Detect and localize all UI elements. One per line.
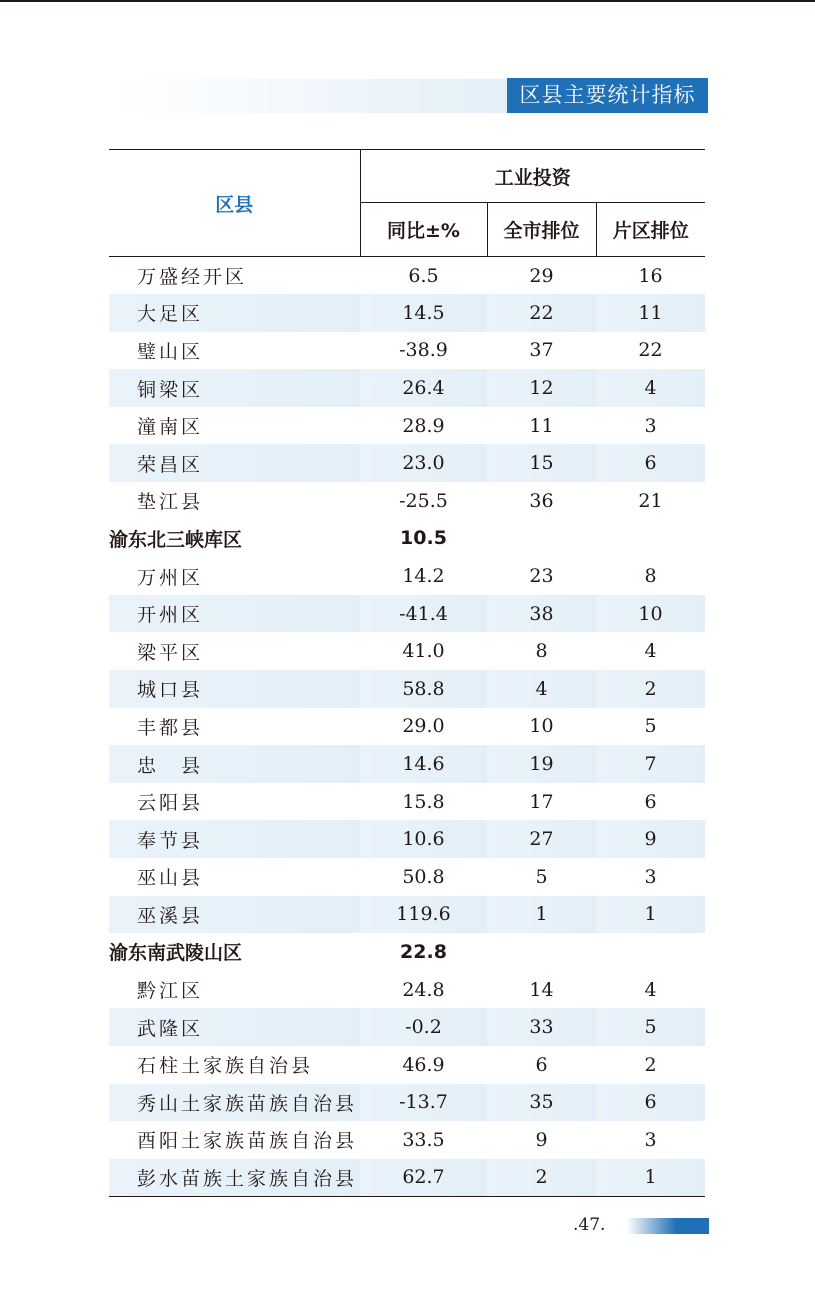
area-rank-cell: 6: [596, 444, 705, 482]
city-rank-cell: 37: [529, 339, 554, 362]
page-number-bar: [627, 1218, 709, 1234]
yoy-cell: 62.7: [360, 1159, 487, 1197]
region-name-cell: 秀山土家族苗族自治县: [109, 1084, 360, 1122]
area-rank-cell: 10: [596, 595, 705, 633]
yoy-cell: 23.0: [360, 444, 487, 482]
table-row: [109, 595, 705, 633]
stats-table-container: [109, 149, 705, 1197]
region-name-cell: 黔江区: [137, 980, 204, 1003]
area-rank-cell: 3: [644, 414, 657, 437]
table-row: [109, 1121, 705, 1159]
section-row: [109, 933, 705, 971]
yoy-cell: 14.2: [402, 565, 445, 588]
area-rank-cell: 21: [638, 489, 663, 512]
city-rank-cell: 35: [487, 1084, 596, 1122]
city-rank-cell: 10: [529, 715, 554, 738]
area-rank-cell: 6: [644, 790, 657, 813]
city-rank-cell: 6: [535, 1053, 548, 1076]
area-rank-cell: 1: [596, 896, 705, 934]
city-rank-cell: 38: [487, 595, 596, 633]
header-band: [110, 79, 510, 113]
city-rank-cell: 14: [529, 978, 554, 1001]
city-rank-cell: 22: [487, 294, 596, 332]
yoy-cell: 22.8: [400, 940, 447, 963]
region-name-cell: 万州区: [137, 566, 204, 589]
table-row: [109, 971, 705, 1009]
area-rank-cell: 5: [596, 1008, 705, 1046]
yoy-cell: 50.8: [402, 865, 445, 888]
yoy-cell: 10.6: [360, 820, 487, 858]
yoy-cell: 46.9: [402, 1053, 445, 1076]
region-name-cell: 开州区: [109, 595, 360, 633]
area-rank-cell: 3: [644, 1128, 657, 1151]
city-rank-cell: [487, 933, 596, 971]
table-row: [109, 632, 705, 670]
table-row: [109, 670, 705, 708]
city-rank-cell: 33: [487, 1008, 596, 1046]
region-name-cell: 潼南区: [137, 416, 204, 439]
table-row: [109, 745, 705, 783]
table-row: [109, 407, 705, 445]
table-row: [109, 783, 705, 821]
table-row: [109, 482, 705, 520]
yoy-cell: 119.6: [360, 896, 487, 934]
page-title: 区县主要统计指标: [507, 78, 708, 113]
region-name-cell: 石柱土家族自治县: [137, 1055, 314, 1078]
city-rank-cell: 15: [487, 444, 596, 482]
yoy-cell: -38.9: [399, 339, 448, 362]
yoy-cell: 29.0: [402, 715, 445, 738]
region-name-cell: 渝东南武陵山区: [109, 942, 243, 965]
city-rank-cell: 23: [529, 565, 554, 588]
city-rank-cell: 36: [529, 489, 554, 512]
area-rank-cell: 16: [638, 264, 663, 287]
section-row: [109, 520, 705, 558]
table-row: [109, 294, 705, 332]
table-row: [109, 820, 705, 858]
table-body: [109, 257, 705, 1197]
area-rank-cell: 2: [644, 1053, 657, 1076]
page-number: .47.: [573, 1215, 606, 1235]
table-row: [109, 557, 705, 595]
area-rank-cell: [596, 520, 705, 558]
table-header: [109, 150, 705, 257]
table-row: [109, 257, 705, 295]
region-name-cell: 大足区: [109, 294, 360, 332]
region-name-cell: 城口县: [109, 670, 360, 708]
table-row: [109, 1084, 705, 1122]
industrial-investment-header: 工业投资: [360, 150, 705, 203]
table-row: [109, 444, 705, 482]
area-rank-cell: 11: [596, 294, 705, 332]
region-name-cell: 奉节县: [109, 820, 360, 858]
city-rank-cell: 4: [487, 670, 596, 708]
city-rank-cell: [487, 520, 596, 558]
area-rank-cell: 2: [596, 670, 705, 708]
city-rank-cell: 2: [487, 1159, 596, 1197]
yoy-cell: 24.8: [402, 978, 445, 1001]
region-name-cell: 彭水苗族土家族自治县: [109, 1159, 360, 1197]
area-rank-cell: [596, 933, 705, 971]
region-name-cell: 云阳县: [137, 792, 204, 815]
city-rank-cell: 8: [535, 640, 548, 663]
area-rank-cell: 3: [644, 865, 657, 888]
yoy-cell: 41.0: [402, 640, 445, 663]
yoy-cell: 33.5: [402, 1128, 445, 1151]
region-name-cell: 渝东北三峡库区: [109, 528, 243, 551]
yoy-cell: 14.5: [360, 294, 487, 332]
table-row: [109, 1008, 705, 1046]
yoy-cell: 28.9: [402, 414, 445, 437]
table-row: [109, 708, 705, 746]
region-name-cell: 梁平区: [137, 641, 204, 664]
region-name-cell: 巫溪县: [109, 896, 360, 934]
table-row: [109, 332, 705, 370]
region-name-cell: 丰都县: [137, 716, 204, 739]
city-rank-cell: 11: [529, 414, 554, 437]
table-row: [109, 1159, 705, 1197]
yoy-cell: 26.4: [360, 369, 487, 407]
city-rank-cell: 9: [535, 1128, 548, 1151]
area-rank-cell: 8: [644, 565, 657, 588]
region-name-cell: 武隆区: [109, 1008, 360, 1046]
top-rule: [0, 0, 815, 2]
region-name-cell: 垫江县: [137, 491, 204, 514]
area-rank-cell: 4: [644, 640, 657, 663]
yoy-cell: -41.4: [360, 595, 487, 633]
region-name-cell: 璧山区: [137, 340, 204, 363]
area-rank-cell: 9: [596, 820, 705, 858]
region-name-cell: 铜梁区: [109, 369, 360, 407]
yoy-cell: 58.8: [360, 670, 487, 708]
yoy-cell: 6.5: [408, 264, 439, 287]
table-row: [109, 858, 705, 896]
area-rank-cell: 4: [644, 978, 657, 1001]
region-column-header: 区县: [109, 150, 360, 257]
city-rank-cell: 19: [487, 745, 596, 783]
region-name-cell: 荣昌区: [109, 444, 360, 482]
area-rank-cell: 6: [596, 1084, 705, 1122]
table-row: [109, 369, 705, 407]
city-rank-cell: 17: [529, 790, 554, 813]
yoy-column-header: 同比±%: [360, 203, 487, 257]
region-name-cell: 万盛经开区: [137, 266, 248, 289]
stats-table: [109, 149, 705, 1197]
area-rank-cell: 5: [644, 715, 657, 738]
yoy-cell: -0.2: [360, 1008, 487, 1046]
city-rank-cell: 5: [535, 865, 548, 888]
yoy-cell: -25.5: [399, 489, 448, 512]
city-rank-cell: 1: [487, 896, 596, 934]
yoy-cell: 10.5: [400, 527, 447, 550]
area-rank-column-header: 片区排位: [612, 220, 689, 242]
area-rank-cell: 1: [596, 1159, 705, 1197]
region-name-cell: 巫山县: [137, 867, 204, 890]
table-row: [109, 1046, 705, 1084]
area-rank-cell: 4: [596, 369, 705, 407]
city-rank-cell: 29: [529, 264, 554, 287]
city-rank-cell: 12: [487, 369, 596, 407]
city-rank-cell: 27: [487, 820, 596, 858]
table-row: [109, 896, 705, 934]
region-name-cell: 忠 县: [109, 745, 360, 783]
city-rank-column-header: 全市排位: [487, 203, 596, 257]
yoy-cell: -13.7: [360, 1084, 487, 1122]
area-rank-cell: 7: [596, 745, 705, 783]
yoy-cell: 15.8: [402, 790, 445, 813]
area-rank-cell: 22: [638, 339, 663, 362]
yoy-cell: 14.6: [360, 745, 487, 783]
region-name-cell: 酉阳土家族苗族自治县: [137, 1130, 358, 1153]
